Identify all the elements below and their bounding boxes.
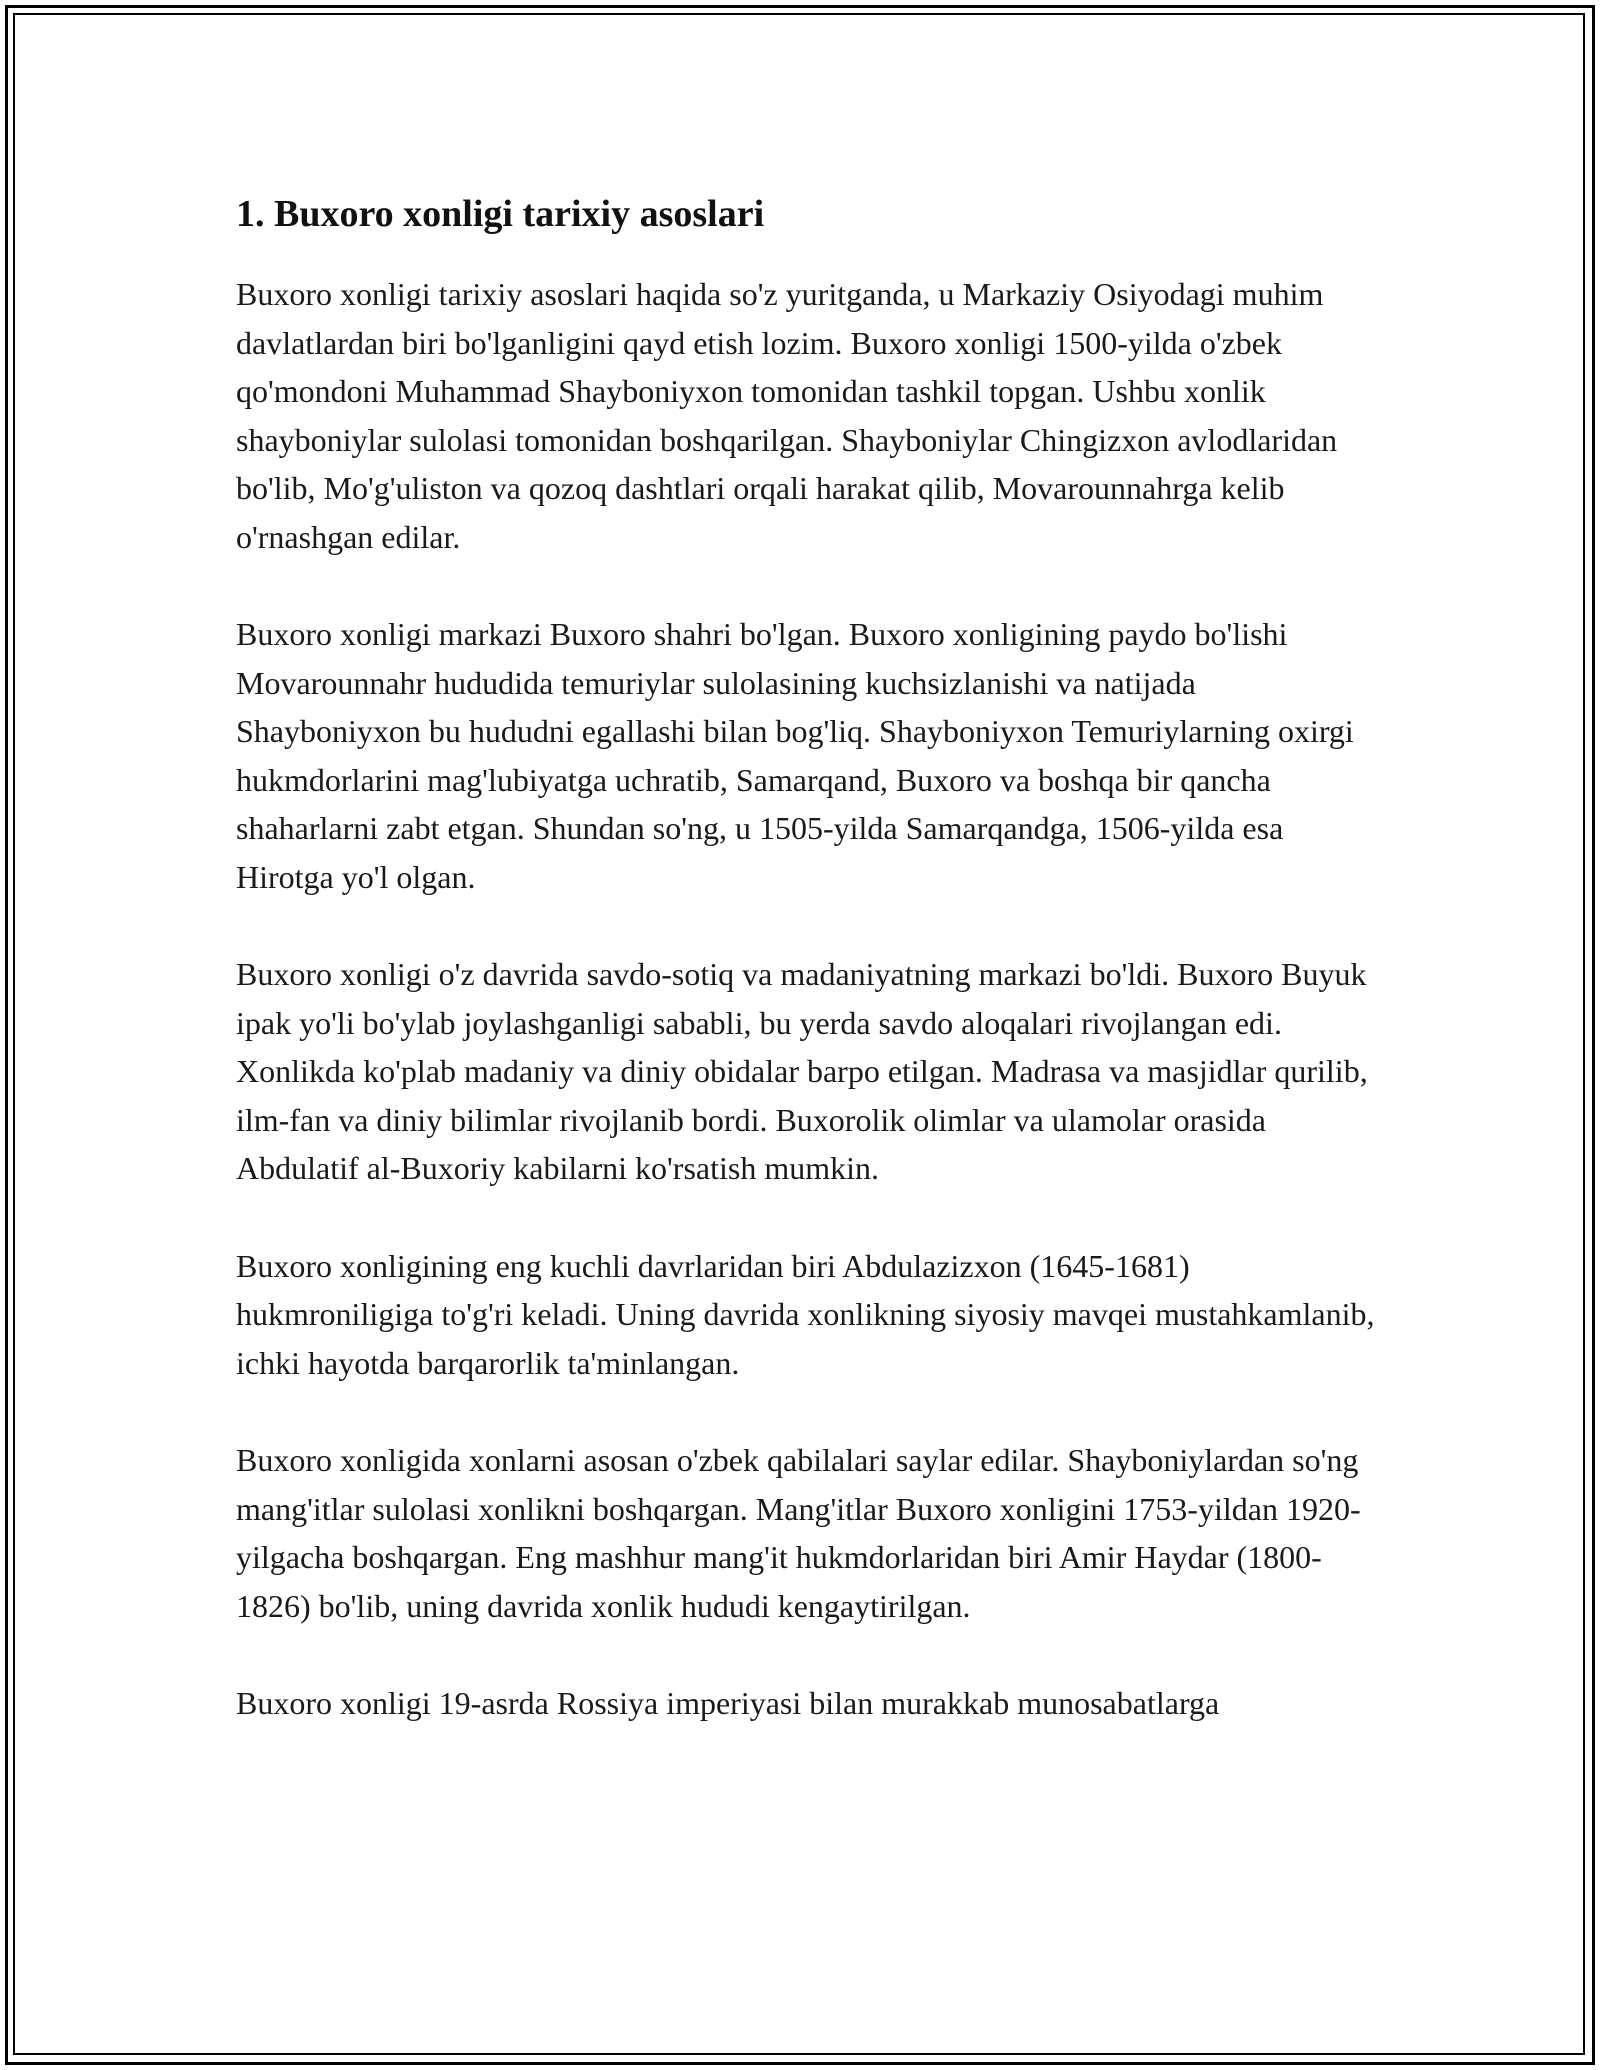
paragraph-4: Buxoro xonligining eng kuchli davrlaridan biri Abdulazizxon (1645-1681) hukmroniligiga to'g'ri keladi. Uning davrida xonlikning siyosiy mavqei mustahkamlanib, ichki hayotda barqarorlik ta'minlangan. xyxy=(236,1247,1375,1381)
paragraph-5: Buxoro xonligida xonlarni asosan o'zbek qabilalari saylar edilar. Shayboniylardan so'ng mang'itlar sulolasi xonlikni boshqargan. Mang'itlar Buxoro xonligini 1753-yildan 1920-yilgacha boshqargan. Eng mashhur mang'it hukmdorlaridan biri Amir Haydar (1800-1826) bo'lib, uning davrida xonlik hududi kengaytirilgan. xyxy=(236,1442,1361,1624)
document-body xyxy=(236,186,1376,1777)
paragraph-6: Buxoro xonligi 19-asrda Rossiya imperiyasi bilan murakkab munosabatlarga xyxy=(236,1685,1220,1721)
section-title: 1. Buxoro xonligi tarixiy asoslari xyxy=(236,193,765,235)
paragraph-2: Buxoro xonligi markazi Buxoro shahri bo'lgan. Buxoro xonligining paydo bo'lishi Movarounnahr hududida temuriylar sulolasining kuchsizlanishi va natijada Shayboniyxon bu hududni egallashi bilan bog'liq. Shayboniyxon Temuriylarning oxirgi hukmdorlarini mag'lubiyatga uchratib, Samarqand, Buxoro va boshqa bir qancha shaharlarni zabt etgan. Shundan so'ng, u 1505-yilda Samarqandga, 1506-yilda esa Hirotga yo'l olgan. xyxy=(236,616,1354,895)
paragraph-1: Buxoro xonligi tarixiy asoslari haqida so'z yuritganda, u Markaziy Osiyodagi muhim davlatlardan biri bo'lganligini qayd etish lozim. Buxoro xonligi 1500-yilda o'zbek qo'mondoni Muhammad Shayboniyxon tomonidan tashkil topgan. Ushbu xonlik shayboniylar sulolasi tomonidan boshqarilgan. Shayboniylar Chingizxon avlodlaridan bo'lib, Mo'g'uliston va qozoq dashtlari orqali harakat qilib, Movarounnahrga kelib o'rnashgan edilar. xyxy=(236,276,1338,555)
paragraph-3: Buxoro xonligi o'z davrida savdo-sotiq va madaniyatning markazi bo'ldi. Buxoro Buyuk ipak yo'li bo'ylab joylashganligi sababli, bu yerda savdo aloqalari rivojlangan edi. Xonlikda ko'plab madaniy va diniy obidalar barpo etilgan. Madrasa va masjidlar qurilib, ilm-fan va diniy bilimlar rivojlanib bordi. Buxorolik olimlar va ulamolar orasida Abdulatif al-Buxoriy kabilarni ko'rsatish mumkin. xyxy=(236,956,1368,1186)
